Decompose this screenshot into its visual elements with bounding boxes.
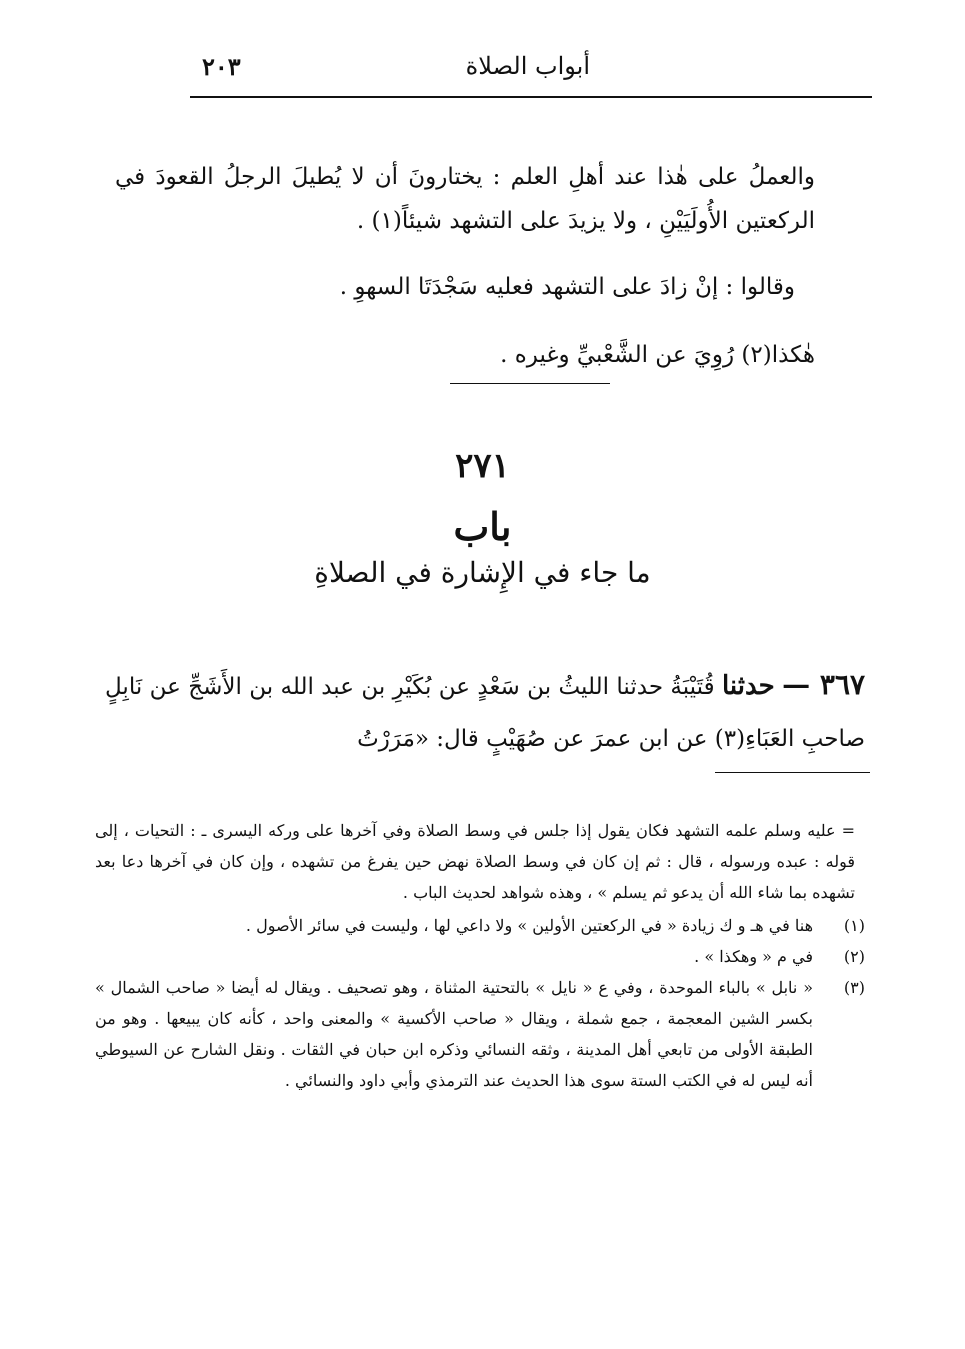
hadith-lead: حدثنا xyxy=(721,671,775,701)
footnote-marker: (٢) xyxy=(843,947,865,966)
hadith-text: قُتَيْبَةُ حدثنا الليثُ بن سَعْدٍ عن بُكَيْرِ بن عبد الله بن الأَشَجِّ عن نَابِلٍ صاحبِ العَبَاءِ(٣) عن ابن عمرَ عن صُهَيْبٍ قال: «مَرَرْتُ xyxy=(105,674,865,752)
running-header xyxy=(190,52,870,92)
footnote-text: في م « وهكذا » . xyxy=(694,947,813,966)
header-rule xyxy=(190,96,872,98)
footnote-3 xyxy=(95,972,865,1096)
chapter-label: باب xyxy=(453,504,512,549)
footnotes xyxy=(95,815,865,1096)
footnote-marker: (١) xyxy=(843,916,865,935)
body-paragraph-3: هٰكذا(٢) رُوِيَ عن الشَّعْبيِّ وغيره . xyxy=(500,342,815,368)
hadith-number: ٣٦٧ — xyxy=(782,668,866,701)
footnote-text: « نابل » بالباء الموحدة ، وفي ع « نايل » بالتحتية المثناة ، وهو تصحيف . ويقال له أيضا « صاحب الشمال » بكسر الشين المعجمة ، جمع شملة ، ويقال « صاحب الأكسية » والمعنى واحد ، كأنه كان يبيعها . وهو من الطبقة الأولى من تابعي أهل المدينة ، وثقه النسائي وذكره ابن حبان في الثقات . ونقل الشارح عن السيوطي أنه ليس له في الكتب الستة سوى هذا الحديث عند الترمذي وأبي داود والنسائي . xyxy=(95,978,813,1090)
footnote-continuation: = عليه وسلم علمه التشهد فكان يقول إذا جلس في وسط الصلاة وفي آخرها على وركه اليسرى ـ : التحيات ، إلى قوله : عبده ورسوله ، قال : ثم إن كان في وسط الصلاة نهض حين يفرغ من تشهده ، وإن كان في آخرها دعا بعد تشهده بما شاء الله أن يدعو ثم يسلم » ، وهذه شواهد لحديث الباب . xyxy=(95,821,855,902)
chapter-number: ٢٧١ xyxy=(455,446,510,486)
section-divider xyxy=(450,383,610,384)
footnote-rule xyxy=(715,772,870,773)
footnote-text: هنا في هـ و ك زيادة « في الركعتين الأولين » ولا داعي لها ، وليست في سائر الأصول . xyxy=(245,916,813,935)
page-number: ٢٠٣ xyxy=(202,52,241,81)
footnote-marker: (٣) xyxy=(843,978,865,997)
footnote-2 xyxy=(95,941,865,972)
footnote-1 xyxy=(95,910,865,941)
body-paragraph-1: والعملُ على هٰذا عند أهلِ العلم : يختارونَ أن لا يُطيلَ الرجلُ القعودَ في الركعتين الأُولَيَيْنِ ، ولا يزيدَ على التشهد شيئاً(١) . xyxy=(115,164,815,234)
running-title: أبواب الصلاة xyxy=(465,52,590,80)
chapter-title: ما جاء في الإِشارة في الصلاةِ xyxy=(314,556,651,589)
hadith-paragraph xyxy=(105,659,865,765)
body-paragraph-2: وقالوا : إنْ زادَ على التشهد فعليه سَجْدَتَا السهوِ . xyxy=(339,274,795,300)
